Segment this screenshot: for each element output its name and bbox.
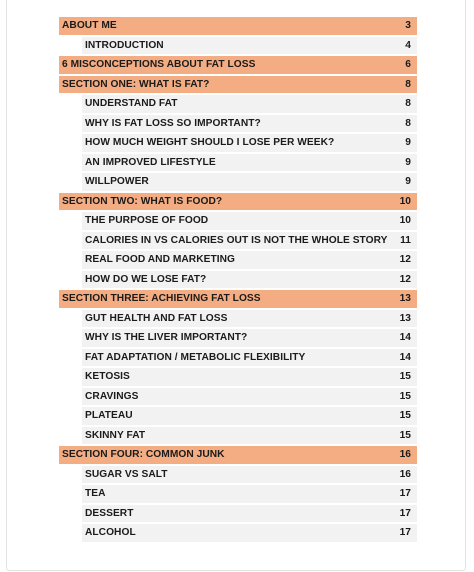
toc-entry-title: UNDERSTAND FAT — [85, 98, 178, 110]
toc-entry-title: REAL FOOD AND MARKETING — [85, 254, 235, 266]
toc-entry-title: ABOUT ME — [62, 20, 117, 32]
toc-item-row[interactable] — [82, 271, 417, 289]
toc-section-row[interactable] — [59, 17, 417, 35]
toc-item-row[interactable] — [82, 427, 417, 445]
toc-item-row[interactable] — [82, 505, 417, 523]
toc-entry-title: SUGAR VS SALT — [85, 468, 168, 480]
toc-page-number: 9 — [405, 137, 411, 149]
toc-entry-title: SECTION ONE: WHAT IS FAT? — [62, 78, 210, 90]
toc-entry-title: HOW MUCH WEIGHT SHOULD I LOSE PER WEEK? — [85, 137, 335, 149]
toc-page-number: 16 — [399, 468, 411, 480]
toc-item-row[interactable] — [82, 310, 417, 328]
toc-entry-title: PLATEAU — [85, 410, 133, 422]
toc-entry-title: SKINNY FAT — [85, 429, 146, 441]
toc-item-row[interactable] — [82, 407, 417, 425]
toc-entry-title: WILLPOWER — [85, 176, 149, 188]
toc-item-row[interactable] — [82, 466, 417, 484]
toc-section-row[interactable] — [59, 193, 417, 211]
toc-page-number: 12 — [399, 254, 411, 266]
toc-entry-title: KETOSIS — [85, 371, 130, 383]
toc-entry-title: CRAVINGS — [85, 390, 139, 402]
toc-item-row[interactable] — [82, 154, 417, 172]
toc-page-number: 10 — [399, 195, 411, 207]
toc-page-number: 3 — [405, 20, 411, 32]
toc-item-row[interactable] — [82, 37, 417, 55]
toc-entry-title: SECTION THREE: ACHIEVING FAT LOSS — [62, 293, 261, 305]
toc-entry-title: TEA — [85, 488, 106, 500]
toc-entry-title: CALORIES IN VS CALORIES OUT IS NOT THE WHOLE STORY — [85, 234, 388, 246]
toc-page-number: 13 — [399, 312, 411, 324]
toc-page-number: 15 — [399, 429, 411, 441]
toc-item-row[interactable] — [82, 232, 417, 250]
toc-page-number: 15 — [399, 410, 411, 422]
toc-entry-title: HOW DO WE LOSE FAT? — [85, 273, 207, 285]
toc-item-row[interactable] — [82, 115, 417, 133]
toc-entry-title: INTRODUCTION — [85, 39, 164, 51]
toc-page-number: 8 — [405, 98, 411, 110]
toc-entry-title: THE PURPOSE OF FOOD — [85, 215, 209, 227]
toc-item-row[interactable] — [82, 524, 417, 542]
table-of-contents — [59, 17, 417, 544]
toc-page-number: 11 — [400, 234, 411, 246]
toc-page-number: 12 — [399, 273, 411, 285]
toc-item-row[interactable] — [82, 329, 417, 347]
toc-section-row[interactable] — [59, 446, 417, 464]
toc-item-row[interactable] — [82, 173, 417, 191]
toc-page-number: 6 — [405, 59, 411, 71]
toc-page-number: 10 — [399, 215, 411, 227]
toc-item-row[interactable] — [82, 212, 417, 230]
toc-item-row[interactable] — [82, 134, 417, 152]
toc-entry-title: ALCOHOL — [85, 527, 136, 539]
toc-page-number: 13 — [399, 293, 411, 305]
toc-page-number: 17 — [399, 488, 411, 500]
toc-page-number: 15 — [399, 371, 411, 383]
toc-page-number: 14 — [399, 351, 411, 363]
toc-section-row[interactable] — [59, 56, 417, 74]
toc-item-row[interactable] — [82, 368, 417, 386]
toc-page-number: 9 — [405, 176, 411, 188]
toc-page-number: 15 — [399, 390, 411, 402]
toc-page-number: 14 — [399, 332, 411, 344]
toc-entry-title: 6 MISCONCEPTIONS ABOUT FAT LOSS — [62, 59, 256, 71]
toc-item-row[interactable] — [82, 388, 417, 406]
toc-entry-title: SECTION TWO: WHAT IS FOOD? — [62, 195, 223, 207]
toc-entry-title: WHY IS FAT LOSS SO IMPORTANT? — [85, 117, 261, 129]
toc-entry-title: AN IMPROVED LIFESTYLE — [85, 156, 216, 168]
toc-section-row[interactable] — [59, 290, 417, 308]
toc-entry-title: GUT HEALTH AND FAT LOSS — [85, 312, 228, 324]
toc-page-number: 9 — [405, 156, 411, 168]
toc-page-number: 4 — [405, 39, 411, 51]
toc-entry-title: WHY IS THE LIVER IMPORTANT? — [85, 332, 248, 344]
toc-item-row[interactable] — [82, 349, 417, 367]
toc-item-row[interactable] — [82, 485, 417, 503]
toc-item-row[interactable] — [82, 251, 417, 269]
toc-page-number: 17 — [399, 507, 411, 519]
toc-page-number: 8 — [405, 78, 411, 90]
toc-section-row[interactable] — [59, 76, 417, 94]
toc-page-number: 17 — [399, 527, 411, 539]
toc-entry-title: SECTION FOUR: COMMON JUNK — [62, 449, 225, 461]
toc-item-row[interactable] — [82, 95, 417, 113]
toc-page-number: 8 — [405, 117, 411, 129]
toc-page-number: 16 — [399, 449, 411, 461]
toc-entry-title: DESSERT — [85, 507, 134, 519]
toc-entry-title: FAT ADAPTATION / METABOLIC FLEXIBILITY — [85, 351, 306, 363]
